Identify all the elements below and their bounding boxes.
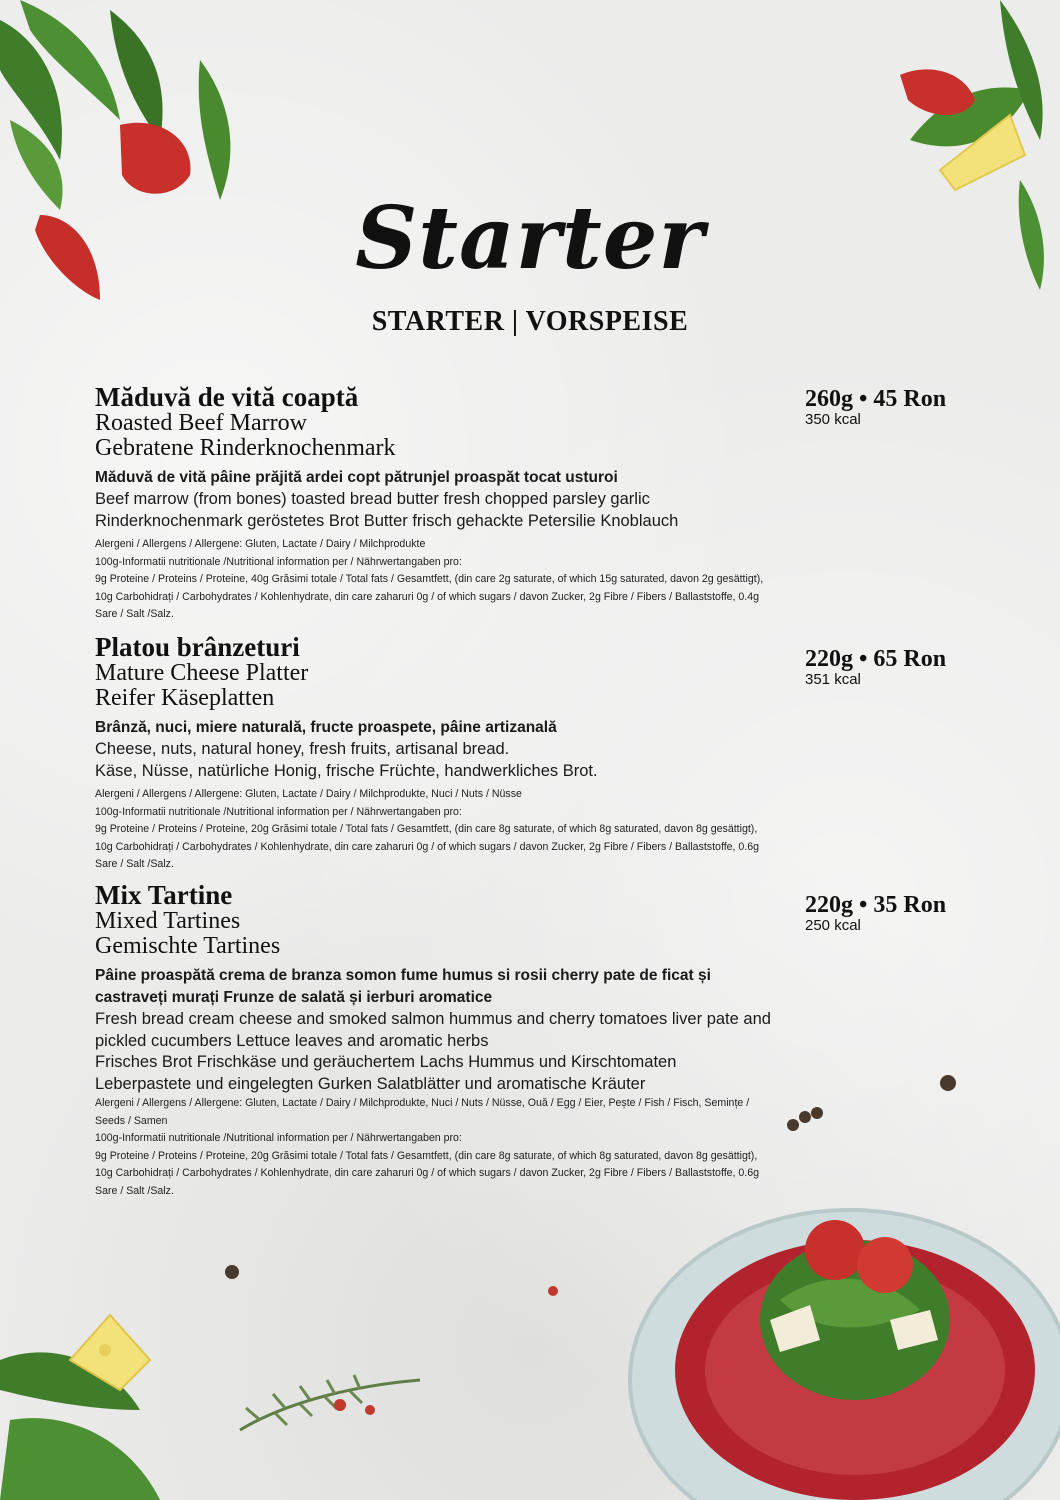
- item-description-de: Käse, Nüsse, natürliche Honig, frische Früchte, handwerkliches Brot.: [95, 761, 598, 780]
- item-kcal: 350 kcal: [805, 411, 861, 428]
- item-price-block: [805, 892, 946, 934]
- item-allergens: Alergeni / Allergens / Allergene: Gluten, Lactate / Dairy / Milchprodukte, Nuci / Nuts / Nüsse: [95, 788, 522, 800]
- item-kcal: 351 kcal: [805, 671, 861, 688]
- item-nutrition: 9g Proteine / Proteins / Proteine, 20g Grăsimi totale / Total fats / Gesamtfett, (din care 8g saturate, of which 8g saturated, davon 8g gesättigt), 10g Carbohidrați / Carbohydrates / Kohlenhydrate, din care zaharuri 0g / of which sugars / davon Zucker, 2g Fibre / Fibers / Ballaststoffe, 0.6g Sare / Salt /Salz.: [95, 823, 760, 870]
- page-script-title: Starter: [355, 188, 705, 289]
- item-nutrition: 9g Proteine / Proteins / Proteine, 40g Grăsimi totale / Total fats / Gesamtfett, (din care 2g saturate, of which 15g saturated, davon 2g gesättigt), 10g Carbohidrați / Carbohydrates / Kohlenhydrate, din care zaharuri 0g / of which sugars / davon Zucker, 2g Fibre / Fibers / Ballaststoffe, 0.4g Sare / Salt /Salz.: [95, 573, 764, 620]
- item-nutrition-header: 100g-Informatii nutritionale /Nutritional information per / Nährwertangaben pro:: [95, 805, 462, 818]
- peppercorn: [225, 1265, 239, 1279]
- menu-item: [95, 882, 775, 1200]
- item-description-ro: Măduvă de vită pâine prăjită ardei copt pătrunjel proaspăt tocat usturoi: [95, 469, 618, 486]
- item-description-de: Frisches Brot Frischkäse und geräuchertem Lachs Hummus und Kirschtomaten Leberpastete und eingelegten Gurken Salatblätter und aromatische Kräuter: [95, 1053, 677, 1093]
- item-description-en: Beef marrow (from bones) toasted bread butter fresh chopped parsley garlic: [95, 490, 650, 508]
- item-allergens: Alergeni / Allergens / Allergene: Gluten, Lactate / Dairy / Milchprodukte, Nuci / Nuts / Nüsse, Ouă / Egg / Eier, Pește / Fish / Fisch, Semințe / Seeds / Samen: [95, 1097, 750, 1127]
- carpaccio-plate-illustration: [620, 1170, 1060, 1500]
- item-price-block: [805, 646, 946, 688]
- item-description-en: Cheese, nuts, natural honey, fresh fruits, artisanal bread.: [95, 740, 510, 758]
- item-price: 260g • 45 Ron: [805, 386, 947, 412]
- page-subtitle: STARTER | VORSPEISE: [371, 306, 689, 337]
- item-name-de: Reifer Käseplatten: [95, 685, 275, 711]
- item-price: 220g • 65 Ron: [805, 646, 947, 672]
- item-description-ro: Brânză, nuci, miere naturală, fructe proaspete, pâine artizanală: [95, 719, 557, 736]
- item-name-ro: Mix Tartine: [95, 880, 233, 910]
- menu-item: [95, 384, 775, 624]
- item-name-ro: Măduvă de vită coaptă: [95, 382, 359, 412]
- item-name-en: Roasted Beef Marrow: [95, 410, 307, 436]
- peppercorn-cluster: [785, 1105, 825, 1135]
- item-name-en: Mature Cheese Platter: [95, 660, 309, 686]
- item-kcal: 250 kcal: [805, 917, 861, 934]
- item-name-de: Gebratene Rinderknochenmark: [95, 435, 396, 461]
- item-name-ro: Platou brânzeturi: [95, 632, 300, 662]
- item-name-de: Gemischte Tartines: [95, 933, 281, 959]
- item-allergens: Alergeni / Allergens / Allergene: Gluten, Lactate / Dairy / Milchprodukte: [95, 538, 426, 550]
- item-description-ro: Pâine proaspătă crema de branza somon fume humus si rosii cherry pate de ficat și castraveți murați Frunze de salată și ierburi aromatice: [95, 967, 711, 1006]
- menu-item: [95, 634, 775, 874]
- item-nutrition: 9g Proteine / Proteins / Proteine, 20g Grăsimi totale / Total fats / Gesamtfett, (din care 8g saturate, of which 8g saturated, davon 8g gesättigt), 10g Carbohidrați / Carbohydrates / Kohlenhydrate, din care zaharuri 0g / of which sugars / davon Zucker, 2g Fibre / Fibers / Ballaststoffe, 0.6g Sare / Salt /Salz.: [95, 1149, 760, 1197]
- item-nutrition-header: 100g-Informatii nutritionale /Nutritional information per / Nährwertangaben pro:: [95, 555, 462, 568]
- cheese-arugula-bottom-left-illustration: [0, 1300, 440, 1500]
- pink-peppercorn: [548, 1286, 558, 1296]
- peppercorn: [940, 1075, 956, 1091]
- item-nutrition-header: 100g-Informatii nutritionale /Nutritional information per / Nährwertangaben pro:: [95, 1132, 462, 1144]
- item-description-de: Rinderknochenmark geröstetes Brot Butter frisch gehackte Petersilie Knoblauch: [95, 511, 679, 530]
- item-name-en: Mixed Tartines: [95, 908, 241, 934]
- item-price: 220g • 35 Ron: [805, 892, 947, 918]
- item-description-en: Fresh bread cream cheese and smoked salmon hummus and cherry tomatoes liver pate and pickled cucumbers Lettuce leaves and aromatic herbs: [95, 1010, 771, 1050]
- item-price-block: [805, 386, 946, 428]
